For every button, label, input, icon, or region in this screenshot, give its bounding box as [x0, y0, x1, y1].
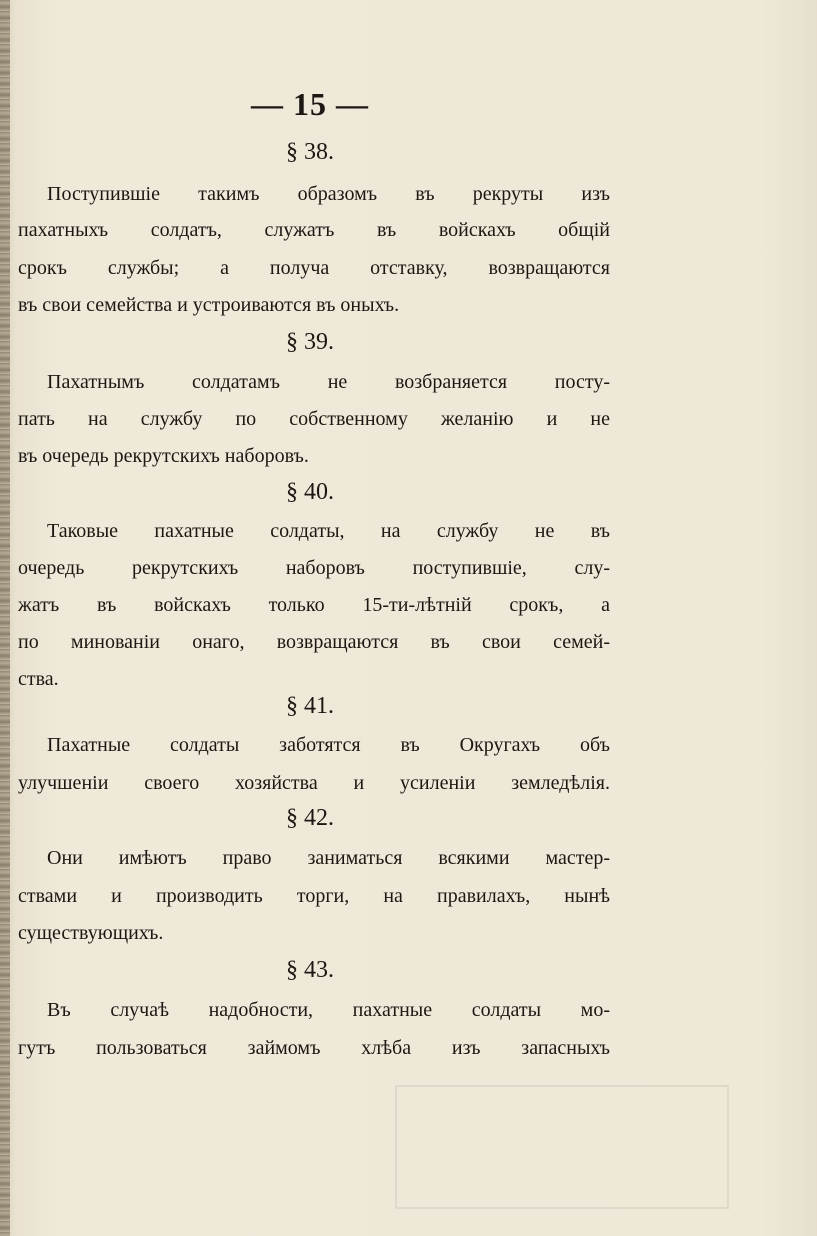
paragraph-line: Они имѣютъ право заниматься всякими мастер-	[47, 847, 610, 869]
paragraph-line: ства.	[18, 668, 59, 690]
page-binding-edge	[0, 0, 10, 1236]
section-heading-42: § 42.	[286, 805, 334, 831]
section-heading-43: § 43.	[286, 957, 334, 983]
paragraph-line: ствами и производить торги, на правилахъ, нынѣ	[18, 885, 610, 907]
paragraph-line: существующихъ.	[18, 922, 164, 944]
section-heading-38: § 38.	[286, 139, 334, 165]
section-heading-41: § 41.	[286, 693, 334, 719]
paragraph-line: Въ случаѣ надобности, пахатные солдаты мо-	[47, 999, 610, 1021]
paragraph-line: по минованіи онаго, возвращаются въ свои семей-	[18, 631, 610, 653]
paragraph-line: Таковые пахатные солдаты, на службу не въ	[47, 520, 610, 542]
paragraph-line: Пахатные солдаты заботятся въ Округахъ объ	[47, 734, 610, 756]
paragraph-line: срокъ службы; а получа отставку, возвращаются	[18, 257, 610, 279]
paragraph-line: Поступившіе такимъ образомъ въ рекруты изъ	[47, 183, 610, 205]
paragraph-line: Пахатнымъ солдатамъ не возбраняется посту-	[47, 371, 610, 393]
section-heading-39: § 39.	[286, 329, 334, 355]
paragraph-line: пать на службу по собственному желанію и не	[18, 408, 610, 430]
paragraph-line: пахатныхъ солдатъ, служатъ въ войскахъ общій	[18, 219, 610, 241]
paragraph-line: жатъ въ войскахъ только 15-ти-лѣтній срокъ, а	[18, 594, 610, 616]
page-number: — 15 —	[251, 86, 369, 122]
paragraph-line: въ свои семейства и устроиваются въ оныхъ.	[18, 294, 400, 316]
paragraph-line: въ очередь рекрутскихъ наборовъ.	[18, 445, 309, 467]
paragraph-line: очередь рекрутскихъ наборовъ поступившіе, слу-	[18, 557, 610, 579]
paragraph-line: улучшеніи своего хозяйства и усиленіи земледѣлія.	[18, 772, 610, 794]
bleed-through-stamp	[395, 1085, 729, 1209]
section-heading-40: § 40.	[286, 479, 334, 505]
paragraph-line: гутъ пользоваться займомъ хлѣба изъ запасныхъ	[18, 1037, 610, 1059]
